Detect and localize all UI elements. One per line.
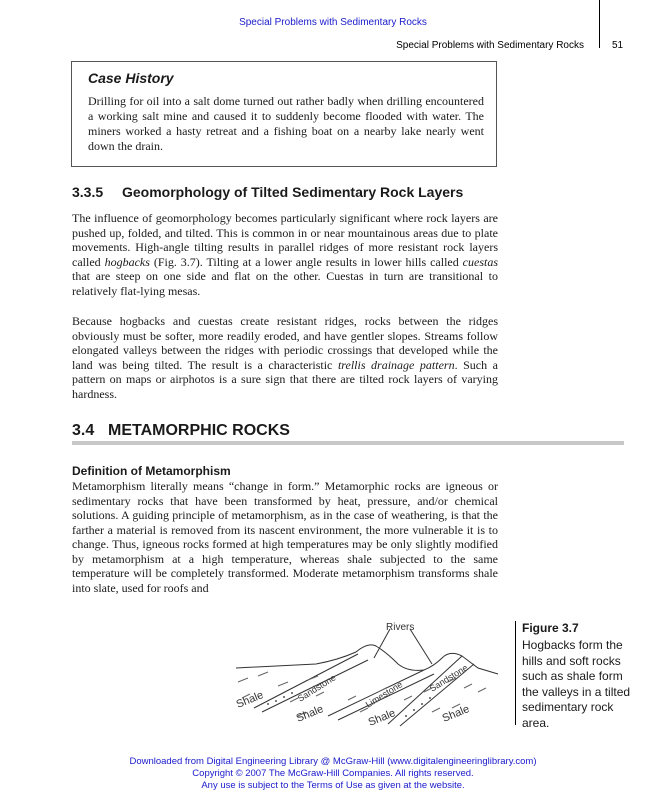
text-run: . Such a pattern on maps or airphotos is a sure sign that there are tilted rock layers of varying hardness. <box>72 357 498 401</box>
footer-copyright[interactable]: Copyright © 2007 The McGraw-Hill Companies. All rights reserved. <box>192 768 474 779</box>
figure-rule <box>515 621 516 725</box>
sandstone-dot <box>413 709 415 711</box>
label-sandstone-right: Sandstone <box>427 662 470 694</box>
river-line-right <box>410 629 432 664</box>
river-line-left <box>374 629 390 658</box>
label-shale-1: Shale <box>234 689 266 711</box>
text-run: that are steep on one side and flat on the other. Cuestas in turn are transitional to relatively flat-lying mesas. <box>72 269 498 298</box>
label-shale-3: Shale <box>366 707 398 729</box>
sandstone-dot <box>429 697 431 699</box>
section-number: 3.4 <box>72 422 95 439</box>
sandstone-dot <box>421 703 423 705</box>
section-title: METAMORPHIC ROCKS <box>108 422 290 439</box>
case-history-title: Case History <box>88 70 174 86</box>
term-trellis-drainage: trellis drainage pattern <box>337 357 455 372</box>
sandstone-dot <box>267 703 269 705</box>
section-rule <box>72 441 624 445</box>
section-heading-3-4 <box>72 422 290 440</box>
figure-diagram <box>228 612 513 732</box>
sandstone-dot <box>275 700 277 702</box>
text-run: The influence of geomorphology becomes particularly significant where rock layers are pushed up, folded, and tilted. This is common in or near mountainous areas due to plate movements. High-angle tilting results in parallel ridges of more resistant rock layers called <box>72 211 498 269</box>
text-run: Because hogbacks and cuestas create resistant ridges, rocks between the ridges obviously must be softer, more readily eroded, and have gentler slopes. Streams follow elongated valleys between the ridges with periodic crossings that developed while the land was being tilted. The result is a characteristic <box>72 314 498 372</box>
sandstone-dot <box>283 696 285 698</box>
footer-download-link[interactable]: Downloaded from Digital Engineering Library @ McGraw-Hill (www.digitalengineeringlibrary.com) <box>129 756 537 767</box>
sandstone-dot <box>405 715 407 717</box>
paragraph-definition: Metamorphism literally means “change in form.” Metamorphic rocks are igneous or sedimentary rocks that have been transformed by heat, pressure, and/or chemical solutions. A guiding principle of metamorphism, as in the case of weathering, is that the farther a material is removed from its nascent environment, the more vulnerable it is to change. Thus, igneous rocks formed at high temperatures may be only slightly modified by metamorphism at a high temperature, whereas shale subjected to the same temperature will be completely transformed. Moderate metamorphism transforms shale into slate, used for roofs and <box>72 479 498 595</box>
text-run: (Fig. 3.7). Tilting at a lower angle results in lower hills called <box>149 254 463 269</box>
footer-terms-link[interactable]: Any use is subject to the Terms of Use as given at the website. <box>201 780 465 791</box>
term-cuestas: cuestas <box>462 254 498 269</box>
definition-heading: Definition of Metamorphism <box>72 464 231 478</box>
figure-caption: Hogbacks form the hills and soft rocks such as shale form the valleys in a tilted sedimentary rock area. <box>522 638 631 730</box>
sandstone-dot <box>291 692 293 694</box>
running-head: Special Problems with Sedimentary Rocks <box>396 40 584 51</box>
term-hogbacks: hogbacks <box>104 254 150 269</box>
label-shale-4: Shale <box>440 703 472 725</box>
header-vertical-rule <box>599 0 600 48</box>
case-history-text: Drilling for oil into a salt dome turned out rather badly when drilling encountered a working salt mine and caused it to suddenly become flooded with water. The miners worked a hasty retreat and a fishing boat on a nearby lake nearly went down the drain. <box>88 94 484 153</box>
figure-label: Figure 3.7 <box>522 621 579 635</box>
section-number: 3.3.5 <box>72 184 104 200</box>
section-title: Geomorphology of Tilted Sedimentary Rock Layers <box>122 184 464 200</box>
top-title[interactable]: Special Problems with Sedimentary Rocks <box>239 17 427 28</box>
label-sandstone-left: Sandstone <box>295 672 338 704</box>
section-heading-3-3-5 <box>72 184 463 200</box>
page-number: 51 <box>612 40 624 51</box>
label-rivers: Rivers <box>386 622 415 633</box>
label-limestone: Limestone <box>363 679 405 710</box>
case-history-box <box>71 61 497 167</box>
paragraph-hogbacks <box>72 314 498 401</box>
paragraph-geomorphology <box>72 211 498 298</box>
label-shale-2: Shale <box>294 703 326 725</box>
